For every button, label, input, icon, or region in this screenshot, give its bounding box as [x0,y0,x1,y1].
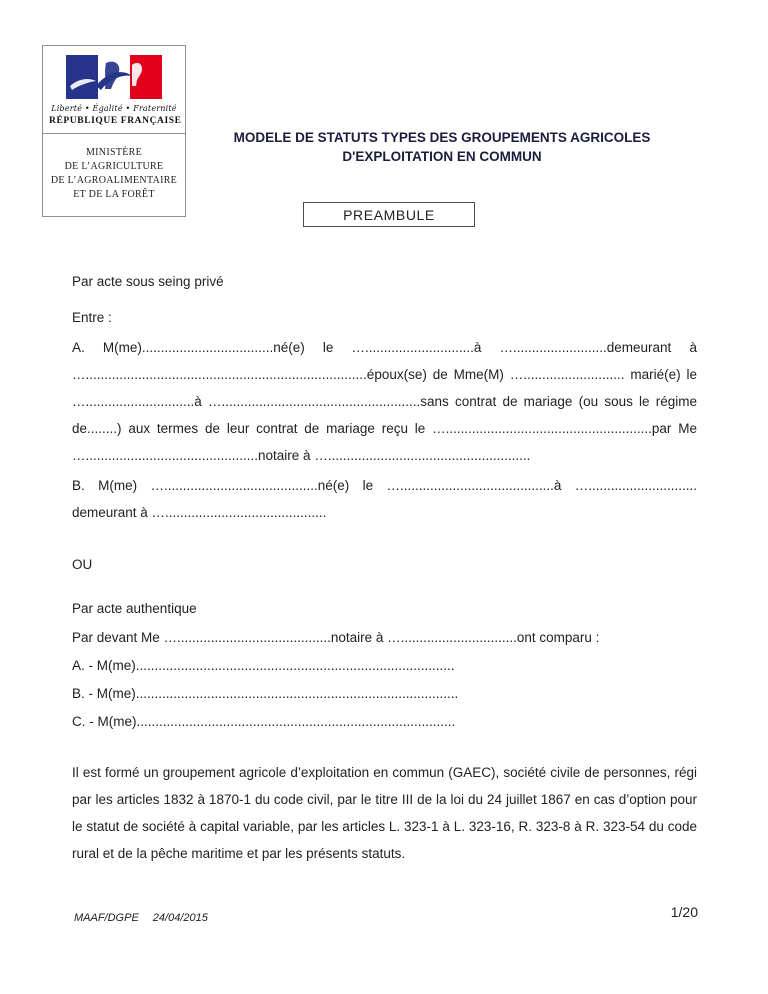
ministry-line-1: MINISTÈRE [85,147,143,158]
logo-republic-name: RÉPUBLIQUE FRANÇAISE [49,116,182,126]
paragraph-constitution-gaec: Il est formé un groupement agricole d’exploitation en commun (GAEC), société civile de personnes, régi par les articles 1832 à 1870-1 du code civil, par le titre III de la loi du 24 juillet 1867 en cas d’option pour le statut de société à capital variable, par les articles L. 323-1 à L. 323-16, R. 323-8 à R. 323-54 du code rural et de la pêche maritime et par les présents statuts. [72,765,697,861]
section-heading-label: PREAMBULE [343,206,435,223]
paragraph-partie-a: A. M(me)...................................né(e) le ….............................à ….........................demeurant à …...........................................................................époux(se) de Mme(M) …........................... marié(e) le ….............................à ….....................................................sans contrat de mariage (ou sous le régime de........) aux termes de leur contrat de mariage reçu le ….......................................................par Me …..............................................notaire à …...................................................... [72,340,697,463]
ministry-name [43,134,185,216]
paragraph-partie-b: B. M(me) ….........................................né(e) le ….........................................à …............................. demeurant à …........................................... [72,478,697,520]
ministry-line-3: DE L’AGROALIMENTAIRE [50,175,178,186]
document-title-line-2: D'EXPLOITATION EN COMMUN [342,149,542,164]
footer-date: 24/04/2015 [152,912,208,924]
paragraph-comparant-c: C. - M(me)..................................................................................... [72,714,456,729]
document-title-line-1: MODELE DE STATUTS TYPES DES GROUPEMENTS AGRICOLES [233,130,651,145]
paragraph-ou: OU [72,557,93,572]
paragraph-entre: Entre : [72,310,112,325]
paragraph-comparant-b: B. - M(me)...................................................................................... [72,686,459,701]
ministry-line-4: ET DE LA FORÊT [73,189,155,200]
ministry-line-2: DE L’AGRICULTURE [64,161,164,172]
paragraph-par-devant-me: Par devant Me ….........................................notaire à …...............................ont comparu : [72,630,600,645]
page-number: 1/20 [670,904,698,920]
french-flag-marianne-icon [65,55,163,99]
section-heading-box [303,202,475,227]
footer-reference [74,912,208,924]
logo-motto: Liberté • Égalité • Fraternité [51,104,177,113]
document-body [72,268,697,867]
document-title [212,128,672,166]
logo-flag-section [43,46,185,134]
french-republic-logo [42,45,186,217]
paragraph-acte-authentique: Par acte authentique [72,601,197,616]
paragraph-acte-sous-seing-prive: Par acte sous seing privé [72,274,224,289]
footer-org: MAAF/DGPE [74,912,139,924]
paragraph-comparant-a: A. - M(me)..................................................................................... [72,658,455,673]
